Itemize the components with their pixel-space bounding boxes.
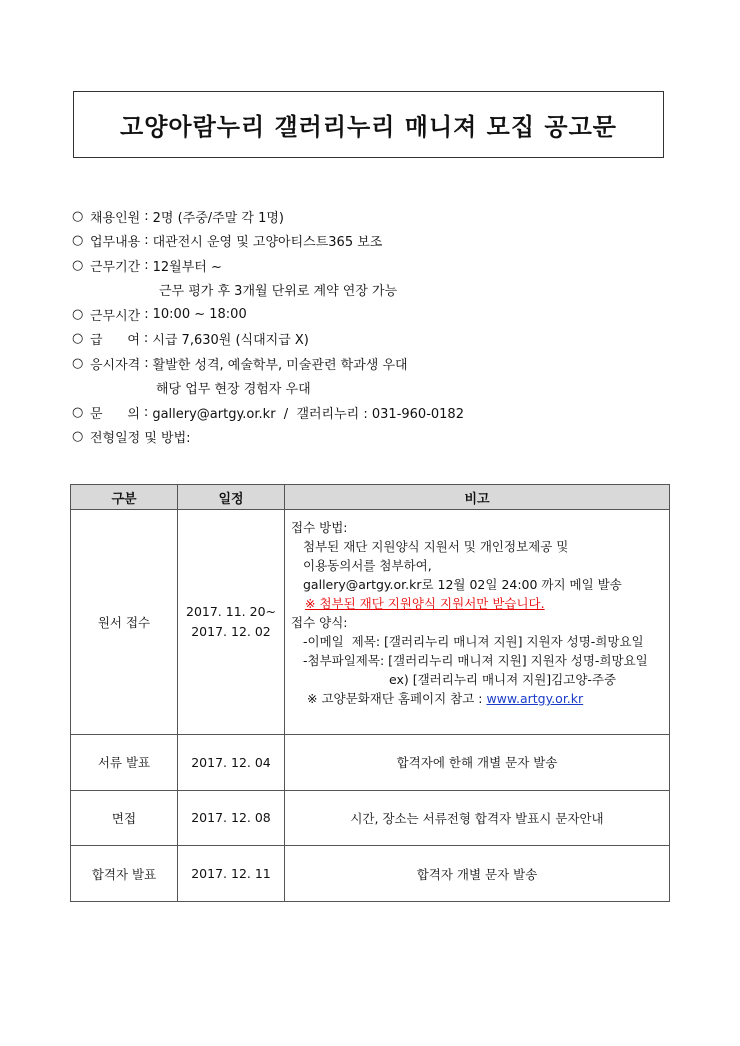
table-header-row — [71, 485, 670, 510]
stage-cell: 면접 — [71, 790, 178, 846]
info-value: 2명 (주중/주말 각 1명) — [152, 210, 284, 226]
date-cell: 2017. 11. 20~ 2017. 12. 02 — [178, 510, 285, 735]
info-label: 근무시간 — [90, 308, 141, 324]
info-label: 급 여 — [90, 333, 140, 349]
bullet-icon: ○ — [72, 355, 84, 371]
info-label: 채용인원 — [90, 210, 141, 226]
info-label: 전형일정 및 방법: — [90, 431, 191, 447]
info-row-qualification: ○ 응시자격 : 활발한 성격, 예술학부, 미술관련 학과생 우대 — [72, 355, 408, 373]
bullet-icon: ○ — [72, 404, 84, 420]
info-row-period: ○ 근무기간 : 12월부터 ~ — [72, 257, 222, 275]
note-cell: 접수 방법: 첨부된 재단 지원양식 지원서 및 개인정보제공 및 이용동의서를 첨부하여, gallery@artgy.or.kr로 12월 02일 24:00 까지 메일 발송 ※ 첨부된 재단 지원양식 지원서만 받습니다. 접수 양식: -이메일 제목: [갤러리누리 매니져 지원] 지원자 성명-희망요일 -첨부파일제목: [갤러리누리 매니져 지원] 지원자 성명-희망요일 ex) [갤러리누리 매니져 지원]김고양-주중 ※ 고양문화재단 홈페이지 참고 : www.artgy.or.kr — [285, 510, 670, 735]
website-link[interactable]: www.artgy.or.kr — [486, 691, 584, 706]
info-row-pay: ○ 급 여 : 시급 7,630원 (식대지급 X) — [72, 331, 309, 349]
note-cell: 시간, 장소는 서류전형 합격자 발표시 문자안내 — [285, 790, 670, 846]
date-cell: 2017. 12. 11 — [178, 846, 285, 902]
info-label: 응시자격 — [90, 357, 141, 373]
notice-text: ※ 첨부된 재단 지원양식 지원서만 받습니다. — [305, 596, 545, 611]
bullet-icon: ○ — [72, 429, 84, 445]
info-value: 시급 7,630원 (식대지급 X) — [152, 333, 309, 349]
info-value-cont: 근무 평가 후 3개월 단위로 계약 연장 가능 — [159, 284, 398, 300]
info-row-period-cont — [72, 278, 672, 303]
table-row — [71, 735, 670, 791]
bullet-icon: ○ — [72, 257, 84, 273]
info-row-hours: ○ 근무시간 : 10:00 ~ 18:00 — [72, 306, 247, 324]
info-value: gallery@artgy.or.kr / 갤러리누리 : 031-960-0182 — [152, 406, 464, 422]
schedule-table — [70, 484, 670, 902]
info-label: 업무내용 — [90, 235, 141, 251]
info-label: 문 의 — [90, 406, 140, 422]
info-value: 12월부터 ~ — [152, 259, 222, 275]
info-list — [72, 204, 672, 449]
info-value-cont: 해당 업무 현장 경험자 우대 — [156, 382, 311, 398]
col-header-date: 일정 — [178, 485, 285, 510]
date-cell: 2017. 12. 08 — [178, 790, 285, 846]
bullet-icon: ○ — [72, 306, 84, 322]
page-title: 고양아람누리 갤러리누리 매니져 모집 공고문 — [73, 91, 664, 158]
info-row-contact: ○ 문 의 : gallery@artgy.or.kr / 갤러리누리 : 031-960-0182 — [72, 404, 464, 422]
info-row-headcount: ○ 채용인원 : 2명 (주중/주말 각 1명) — [72, 208, 284, 226]
bullet-icon: ○ — [72, 331, 84, 347]
date-cell: 2017. 12. 04 — [178, 735, 285, 791]
info-row-qualification-cont — [72, 376, 672, 401]
bullet-icon: ○ — [72, 208, 84, 224]
table-row — [71, 846, 670, 902]
stage-cell: 원서 접수 — [71, 510, 178, 735]
info-value: 대관전시 운영 및 고양아티스트365 보조 — [152, 235, 383, 251]
info-row-schedule — [72, 425, 672, 450]
col-header-stage: 구분 — [71, 485, 178, 510]
note-cell: 합격자에 한해 개별 문자 발송 — [285, 735, 670, 791]
table-row — [71, 510, 670, 735]
stage-cell: 서류 발표 — [71, 735, 178, 791]
stage-cell: 합격자 발표 — [71, 846, 178, 902]
info-value: 10:00 ~ 18:00 — [152, 306, 247, 322]
info-row-duties: ○ 업무내용 : 대관전시 운영 및 고양아티스트365 보조 — [72, 233, 383, 251]
table-row — [71, 790, 670, 846]
info-value: 활발한 성격, 예술학부, 미술관련 학과생 우대 — [152, 357, 408, 373]
info-label: 근무기간 — [90, 259, 141, 275]
bullet-icon: ○ — [72, 233, 84, 249]
note-cell: 합격자 개별 문자 발송 — [285, 846, 670, 902]
col-header-note: 비고 — [285, 485, 670, 510]
